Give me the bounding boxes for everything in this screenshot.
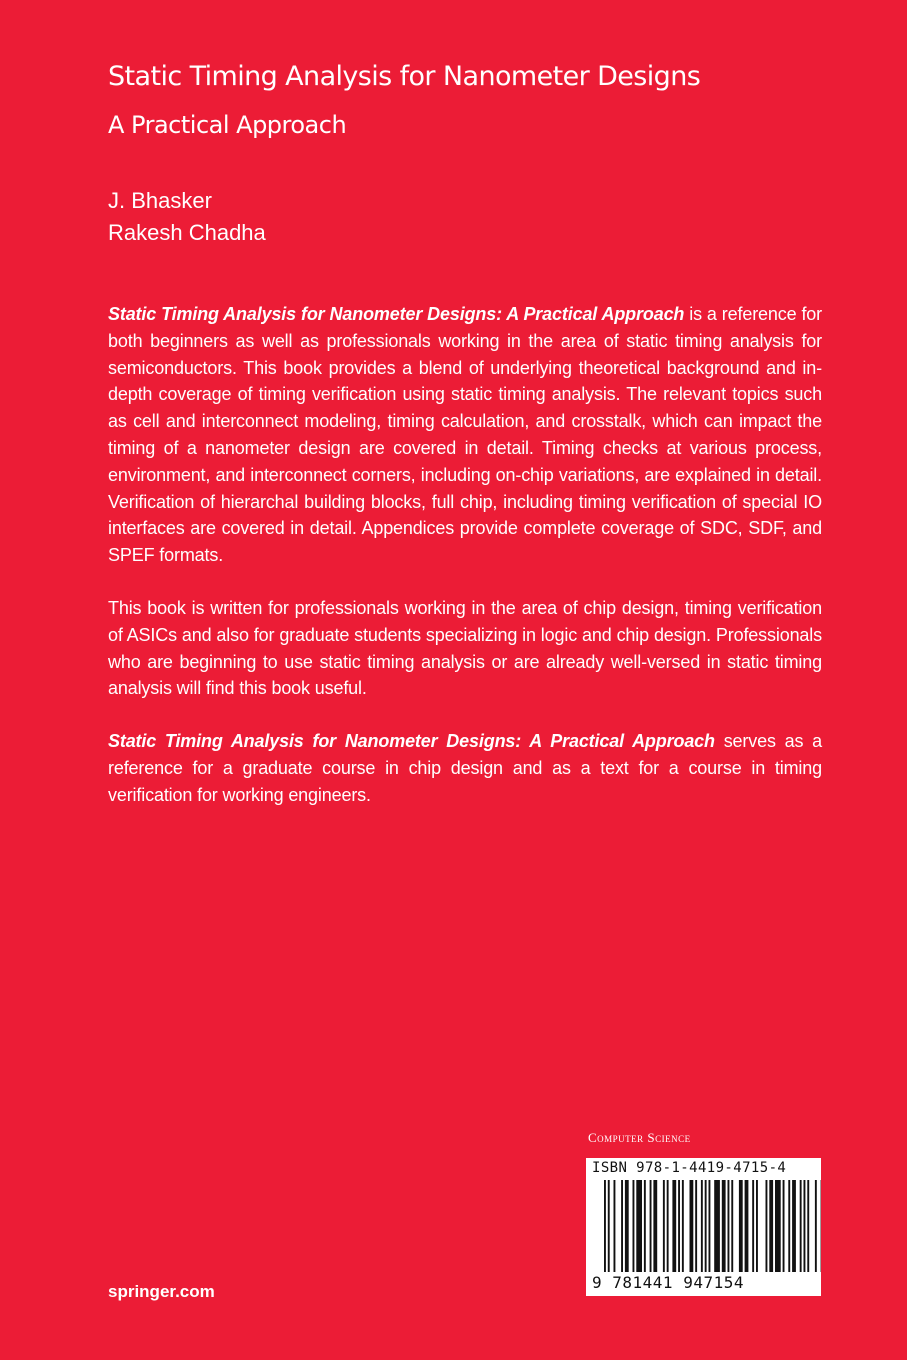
description-paragraph xyxy=(108,728,822,808)
isbn-label: ISBN 978-1-4419-4715-4 xyxy=(592,1160,787,1176)
author-list xyxy=(108,185,266,249)
barcode-bar xyxy=(644,1180,646,1272)
barcode-bar xyxy=(756,1180,758,1272)
barcode-bar xyxy=(608,1180,610,1272)
book-description xyxy=(108,301,822,835)
author-name: J. Bhasker xyxy=(108,188,212,213)
barcode-bar xyxy=(614,1180,616,1272)
barcode-bar xyxy=(709,1180,711,1272)
barcode-bar xyxy=(667,1180,669,1272)
book-title-reference: Static Timing Analysis for Nanometer Designs: A Practical Approach xyxy=(108,304,685,324)
barcode-bar xyxy=(752,1180,754,1272)
barcode-bar xyxy=(775,1180,781,1272)
barcode-bar xyxy=(815,1180,817,1272)
barcode-bar xyxy=(766,1180,768,1272)
barcode-bar xyxy=(783,1180,785,1272)
barcode-bar xyxy=(792,1180,796,1272)
barcode-bar xyxy=(804,1180,806,1272)
barcode-bar xyxy=(769,1180,773,1272)
description-paragraph xyxy=(108,595,822,702)
barcode-bar xyxy=(714,1180,720,1272)
publisher-website: springer.com xyxy=(108,1282,215,1301)
barcode-bar xyxy=(788,1180,790,1272)
barcode-bar xyxy=(745,1180,749,1272)
barcode-bar xyxy=(621,1180,623,1272)
description-paragraph xyxy=(108,301,822,569)
barcode-bar xyxy=(663,1180,665,1272)
isbn-barcode xyxy=(586,1158,821,1296)
barcode-bar xyxy=(653,1180,657,1272)
paragraph-text: serves as a reference for a graduate course in chip design and as a text for a course in timing verification for working engineers. xyxy=(108,731,822,805)
book-subtitle: A Practical Approach xyxy=(108,111,347,139)
barcode-bar xyxy=(728,1180,730,1272)
barcode-bar xyxy=(701,1180,703,1272)
barcode-bar xyxy=(672,1180,676,1272)
barcode-bar xyxy=(695,1180,697,1272)
barcode-bar xyxy=(690,1180,694,1272)
barcode-bar xyxy=(705,1180,707,1272)
barcode-bar xyxy=(739,1180,743,1272)
barcode-digits: 9 781441 947154 xyxy=(592,1273,744,1292)
barcode-bar xyxy=(731,1180,733,1272)
book-title: Static Timing Analysis for Nanometer Designs xyxy=(108,61,701,92)
paragraph-text: is a reference for both beginners as well as professionals working in the area of static timing analysis for semiconductors. This book provides a blend of underlying theoretical background and in-depth coverage of timing verification using static timing analysis. The relevant topics such as cell and interconnect modeling, timing calculation, and crosstalk, which can impact the timing of a nanometer design are covered in detail. Timing checks at various process, environment, and interconnect corners, including on-chip variations, are explained in detail. Verification of hierarchal building blocks, full chip, including timing verification of special IO interfaces are covered in detail. Appendices provide complete coverage of SDC, SDF, and SPEF formats. xyxy=(108,304,823,566)
barcode-bar xyxy=(682,1180,684,1272)
barcode-bar xyxy=(625,1180,629,1272)
author-name: Rakesh Chadha xyxy=(108,220,266,245)
barcode-bar xyxy=(807,1180,809,1272)
barcode-bar xyxy=(604,1180,606,1272)
barcode-bar xyxy=(636,1180,642,1272)
paragraph-text: This book is written for professionals working in the area of chip design, timing verification of ASICs and also for graduate students specializing in logic and chip design. Professionals who are beginning to use static timing analysis or are already well-versed in static timing analysis will find this book useful. xyxy=(108,597,822,699)
barcode-bar xyxy=(650,1180,652,1272)
barcode-bar xyxy=(722,1180,726,1272)
barcode-bar xyxy=(800,1180,802,1272)
barcode-bar xyxy=(678,1180,680,1272)
barcode-bar xyxy=(633,1180,635,1272)
book-title-reference: Static Timing Analysis for Nanometer Designs: A Practical Approach xyxy=(108,731,715,752)
subject-category: Computer Science xyxy=(588,1130,691,1145)
